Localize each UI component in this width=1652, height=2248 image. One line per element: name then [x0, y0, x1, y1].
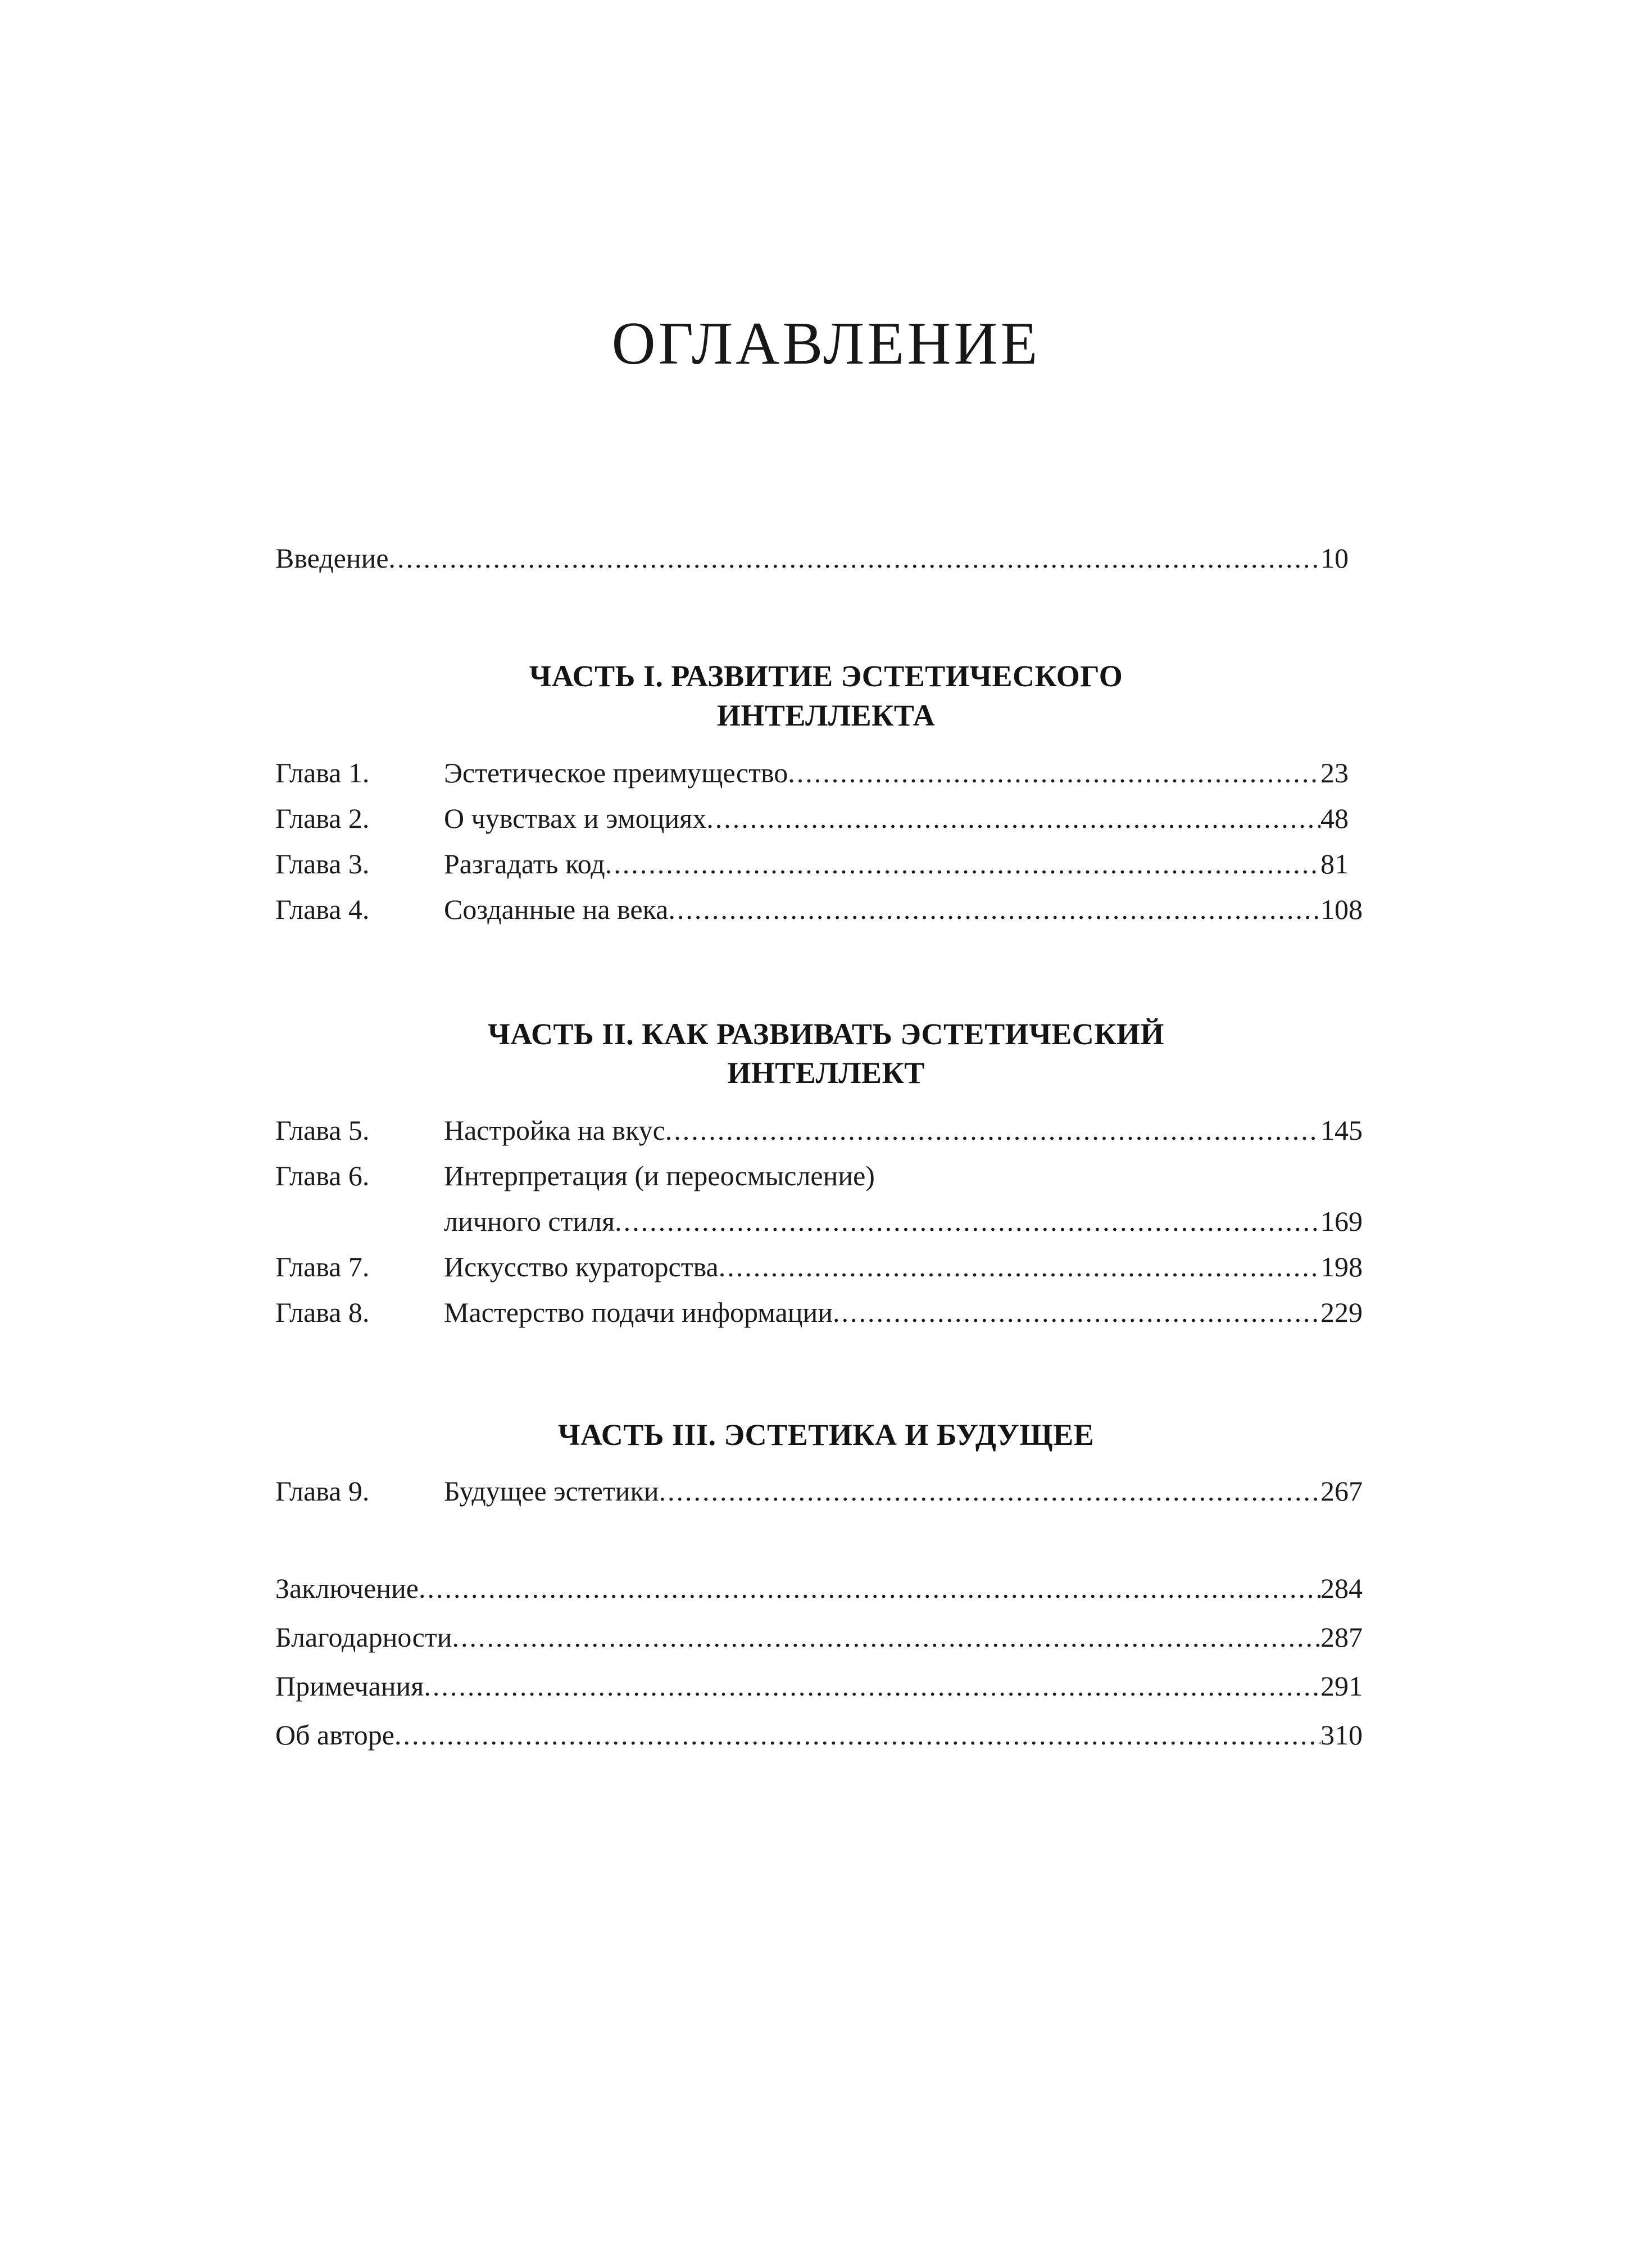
page-number: 48: [1320, 802, 1349, 834]
toc-content-column: [275, 0, 1377, 1750]
page-number: 310: [1320, 1719, 1363, 1751]
chapter-label: Глава 4.: [275, 893, 370, 925]
part-heading-2-line2: ИНТЕЛЛЕКТ: [727, 1055, 925, 1090]
chapter-label: Глава 3.: [275, 847, 370, 880]
part-heading-2: [275, 1015, 1377, 1093]
chapter-label: Глава 8.: [275, 1296, 370, 1328]
entry-title: Искусство кураторства: [444, 1250, 719, 1282]
dot-leader: [659, 1477, 1321, 1506]
dot-leader: [419, 1574, 1320, 1603]
page-number: 23: [1320, 756, 1349, 788]
entry-body: [444, 895, 1377, 924]
entry-title: Настройка на вкус: [444, 1114, 665, 1146]
entry-body: [444, 1298, 1377, 1327]
entry-title-line1: Интерпретация (и переосмысление): [444, 1159, 875, 1191]
page-number: 10: [1320, 542, 1349, 574]
chapter-label: Глава 2.: [275, 802, 370, 834]
dot-leader: [615, 1207, 1320, 1236]
dot-leader: [668, 895, 1320, 924]
entry-body: [275, 1623, 1377, 1652]
entry-body: [444, 1250, 1377, 1282]
part-heading-1: [275, 657, 1377, 735]
entry-body: [444, 1477, 1377, 1506]
toc-entry-chapter-7[interactable]: [275, 1250, 1377, 1282]
entry-body: [444, 756, 1377, 788]
entry-body: [275, 544, 1377, 573]
part-heading-1-line2: ИНТЕЛЛЕКТА: [716, 698, 936, 732]
toc-entry-notes[interactable]: [275, 1672, 1377, 1701]
toc-entry-chapter-1[interactable]: [275, 756, 1377, 788]
chapter-label: Глава 6.: [275, 1159, 370, 1191]
page-number: 81: [1320, 847, 1349, 880]
entry-body: [275, 1672, 1377, 1701]
entry-body: [444, 804, 1377, 833]
page-number: 267: [1320, 1475, 1363, 1507]
entry-title: Эстетическое преимущество: [444, 756, 788, 788]
dot-leader: [605, 850, 1320, 878]
dot-leader: [394, 1721, 1320, 1750]
chapter-label: Глава 5.: [275, 1114, 370, 1146]
entry-title: Примечания: [275, 1670, 424, 1702]
page-title: ОГЛАВЛЕНИЕ: [611, 310, 1041, 377]
toc-entry-about-the-author[interactable]: [275, 1721, 1377, 1750]
toc-entry-chapter-2[interactable]: [275, 804, 1377, 833]
entry-body: [275, 1721, 1377, 1750]
page-number: 284: [1320, 1572, 1363, 1604]
dot-leader: [665, 1116, 1320, 1145]
dot-leader: [833, 1298, 1320, 1327]
toc-entry-chapter-9[interactable]: [275, 1477, 1377, 1506]
entry-title: О чувствах и эмоциях: [444, 802, 707, 834]
entry-title: Мастерство подачи информации: [444, 1296, 833, 1328]
toc-entry-acknowledgements[interactable]: [275, 1623, 1377, 1652]
entry-title-line2: личного стиля: [444, 1205, 615, 1237]
entry-title: Созданные на века: [444, 893, 669, 925]
entry-title-line2-row: [444, 1207, 1377, 1236]
chapter-label: Глава 9.: [275, 1475, 370, 1507]
toc-entry-conclusion[interactable]: [275, 1574, 1377, 1603]
entry-body: [444, 1116, 1377, 1145]
page-number: 291: [1320, 1670, 1363, 1702]
chapter-label: Глава 1.: [275, 756, 370, 788]
part-heading-2-line1: ЧАСТЬ II. КАК РАЗВИВАТЬ ЭСТЕТИЧЕСКИЙ: [488, 1017, 1164, 1051]
entry-body: [444, 847, 1377, 880]
page-number: 108: [1320, 893, 1363, 925]
entry-body: [275, 1574, 1377, 1603]
toc-entry-chapter-6[interactable]: [275, 1159, 1377, 1237]
page-number: 229: [1320, 1296, 1363, 1328]
entry-title: Об авторе: [275, 1719, 394, 1751]
dot-leader: [788, 759, 1320, 787]
part-heading-1-line1: ЧАСТЬ I. РАЗВИТИЕ ЭСТЕТИЧЕСКОГО: [529, 659, 1123, 694]
toc-entry-chapter-8[interactable]: [275, 1298, 1377, 1327]
dot-leader: [424, 1672, 1320, 1701]
page-number: 169: [1320, 1205, 1363, 1237]
part-heading-3: [275, 1416, 1377, 1454]
back-matter-list: [275, 1574, 1377, 1750]
entry-title: Разгадать код: [444, 847, 605, 880]
toc-entry-chapter-5[interactable]: [275, 1116, 1377, 1145]
toc-entry-introduction[interactable]: [275, 544, 1377, 573]
page-number: 145: [1320, 1114, 1363, 1146]
entry-title: Будущее эстетики: [444, 1475, 659, 1507]
entry-title: Введение: [275, 542, 389, 574]
toc-entry-chapter-3[interactable]: [275, 847, 1377, 880]
chapter-label: Глава 7.: [275, 1250, 370, 1282]
part-heading-3-line1: ЧАСТЬ III. ЭСТЕТИКА И БУДУЩЕЕ: [557, 1417, 1095, 1452]
page-number: 198: [1320, 1250, 1363, 1282]
entry-body: [444, 1159, 1377, 1237]
page-number: 287: [1320, 1621, 1363, 1653]
entry-title: Благодарности: [275, 1621, 452, 1653]
toc-entry-chapter-4[interactable]: [275, 895, 1377, 924]
entry-title: Заключение: [275, 1572, 419, 1604]
dot-leader: [719, 1253, 1320, 1281]
dot-leader: [706, 804, 1320, 833]
dot-leader: [389, 544, 1320, 573]
dot-leader: [452, 1623, 1320, 1652]
